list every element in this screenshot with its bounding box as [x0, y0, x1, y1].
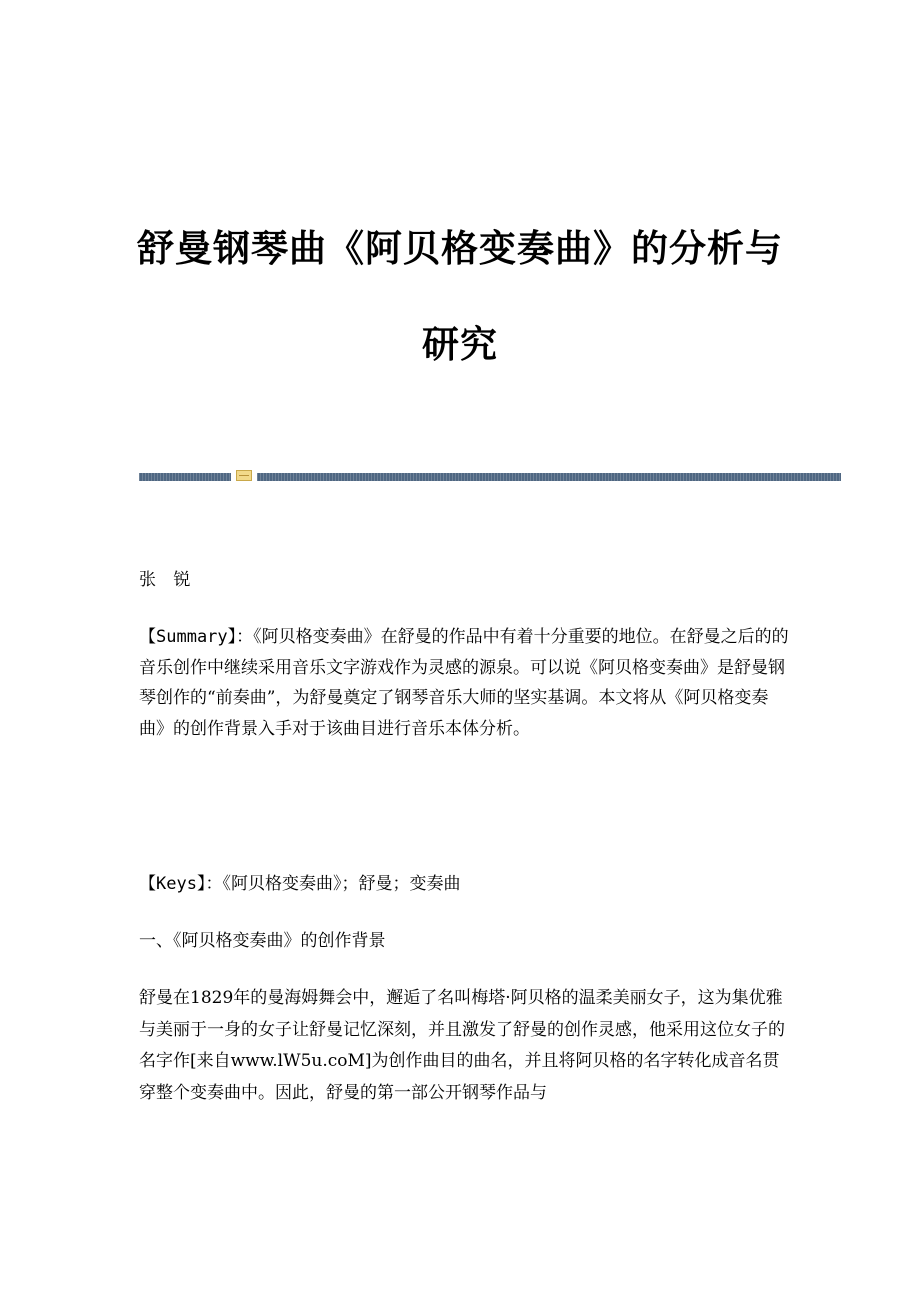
summary-paragraph [139, 622, 789, 745]
section-paragraph: 舒曼在1829年的曼海姆舞会中，邂逅了名叫梅塔·阿贝格的温柔美丽女子，这为集优雅与美丽于一身的女子让舒曼记忆深刻，并且激发了舒曼的创作灵感，他采用这位女子的名字作[来自www.lW5u.coM]为创作曲目的曲名，并且将阿贝格的名字转化成音名贯穿整个变奏曲中。因此，舒曼的第一部公开钢琴作品与 [139, 988, 785, 1104]
keys-label: 【Keys】 [139, 874, 206, 894]
summary-text: ：《阿贝格变奏曲》在舒曼的作品中有着十分重要的地位。在舒曼之后的的音乐创作中继续采用音乐文字游戏作为灵感的源泉。可以说《阿贝格变奏曲》是舒曼钢琴创作的“前奏曲”，为舒曼奠定了钢琴音乐大师的坚实基调。本文将从《阿贝格变奏曲》的创作背景入手对于该曲目进行音乐本体分析。 [139, 627, 789, 740]
document-title-line-2: 研究 [422, 322, 498, 366]
divider-ornament-icon [236, 470, 252, 481]
divider-bar-left [139, 473, 231, 481]
section-heading: 一、《阿贝格变奏曲》的创作背景 [139, 931, 386, 951]
keys-text: ：《阿贝格变奏曲》；舒曼；变奏曲 [205, 874, 461, 894]
keywords-paragraph [139, 869, 789, 899]
document-title-line-1: 舒曼钢琴曲《阿贝格变奏曲》的分析与 [137, 226, 783, 270]
divider-bar-right [257, 473, 841, 481]
author-name: 张 锐 [139, 570, 197, 590]
summary-label: 【Summary】 [139, 627, 237, 647]
title-divider [139, 469, 841, 481]
